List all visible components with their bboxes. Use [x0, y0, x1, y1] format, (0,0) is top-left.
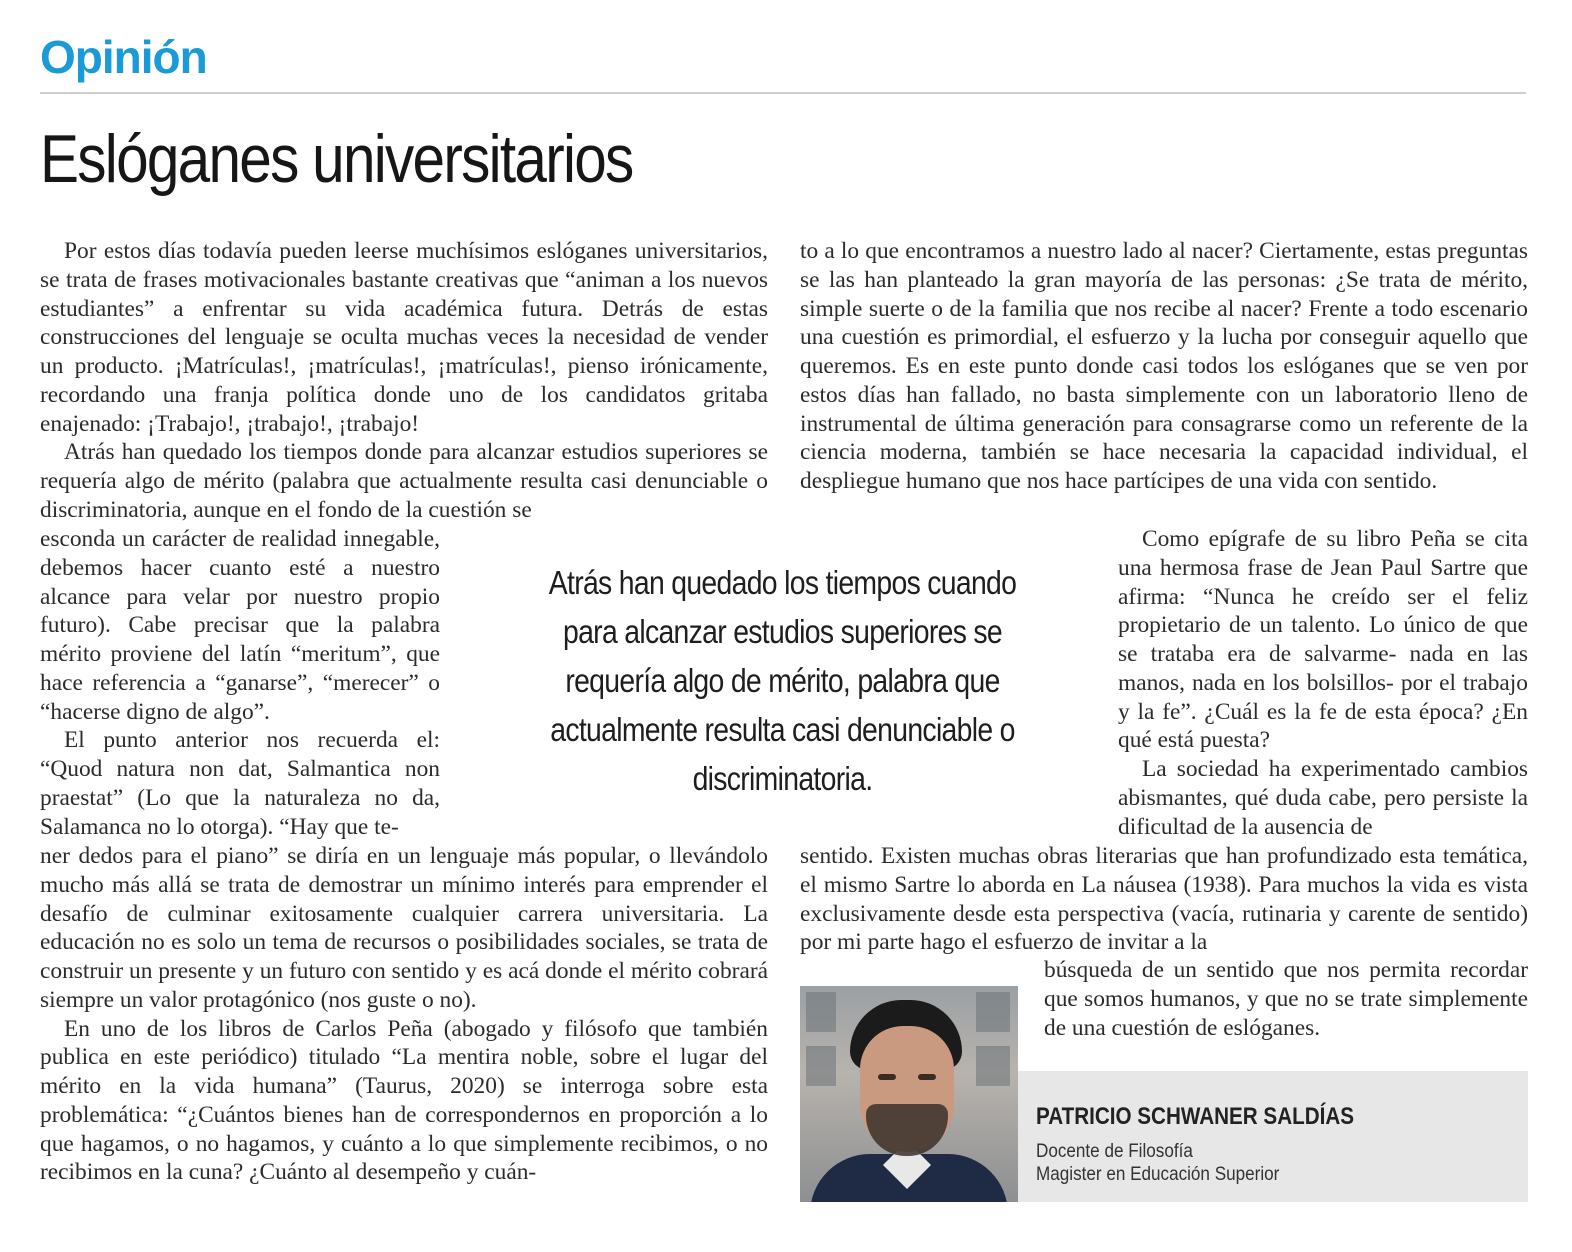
paragraph: En uno de los libros de Carlos Peña (abogado y filósofo que también publica en este periódico) titulado “La mentira noble, sobre el lugar del mérito en la vida humana” (Taurus, 2020) se interroga sobre esta problemática: “¿Cuántos bienes han de correspondernos en proporción a lo que hagamos, o no hagamos, y cuánto a lo que simplemente recibimos, o no recibimos en la cuna? ¿Cuánto al desempeño y cuán-: [40, 1015, 768, 1186]
article-headline: Eslóganes universitarios: [40, 121, 633, 197]
paragraph: Como epígrafe de su libro Peña se cita una hermosa frase de Jean Paul Sartre que afirma: “Nunca he creído ser el feliz propietario de un talento. Lo único de que se trataba era de salvarme- nada en las manos, nada en los bolsillos- por el trabajo y la fe”. ¿Cuál es la fe de esta época? ¿En qué está puesta?: [1118, 526, 1528, 754]
paragraph: sentido. Existen muchas obras literarias que han profundizado esta temática, el mismo Sartre lo aborda en La náusea (1938). Para muchos la vida es vista exclusivamente desde esta perspectiva (vacía, rutinaria y carente de sentido) por mi parte hago el esfuerzo de invitar a la: [800, 843, 1528, 956]
paragraph: búsqueda de un sentido que nos permita recordar que somos humanos, y que no se trate simplemente de una cuestión de eslóganes.: [1044, 957, 1528, 1041]
section-divider: [40, 92, 1526, 94]
author-photo: [800, 986, 1018, 1202]
author-box: [1018, 1071, 1528, 1202]
article-body-column-2-end: [1044, 956, 1528, 1056]
article-body-column-2-top: [800, 237, 1528, 527]
paragraph: to a lo que encontramos a nuestro lado al nacer? Ciertamente, estas preguntas se las han planteado la gran mayoría de las personas: ¿Se trata de mérito, simple suerte o de la familia que nos recibe al nacer? Frente a todo escenario una cuestión es primordial, el esfuerzo y la lucha por conseguir aquello que queremos. Es en este punto donde casi todos los eslóganes que se ven por estos días han fallado, no basta simplemente con un laboratorio lleno de instrumental de última generación para consagrarse como un referente de la ciencia moderna, también se hace necesaria la capacidad individual, el despliegue humano que nos hace partícipes de una vida con sentido.: [800, 238, 1528, 494]
paragraph: Atrás han quedado los tiempos donde para alcanzar estudios superiores se requería algo de mérito (palabra que actualmente resulta casi denunciable o discriminatoria, aunque en el fondo de la cuestión se: [40, 439, 768, 523]
section-title: Opinión: [40, 31, 207, 83]
author-credential: Magister en Educación Superior: [1036, 1164, 1280, 1185]
article-body-column-2-narrow: [1118, 525, 1528, 845]
pull-quote: Atrás han quedado los tiempos cuando para alcanzar estudios superiores se requería algo de mérito, palabra que actualmente resulta casi denunciable o discriminatoria.: [548, 564, 1017, 797]
paragraph: ner dedos para el piano” se diría en un lenguaje más popular, o llevándolo mucho más allá se trata de demostrar un mínimo interés para emprender el desafío de culminar exitosamente cualquier carrera universitaria. La educación no es solo un tema de recursos o posibilidades sociales, se trata de construir un presente y un futuro con sentido y es acá donde el mérito cobrará siempre un valor protagónico (nos guste o no).: [40, 843, 768, 1013]
article-body-column-2-mid: [800, 842, 1528, 962]
paragraph: Por estos días todavía pueden leerse muchísimos eslóganes universitarios, se trata de frases motivacionales bastante creativas que “animan a los nuevos estudiantes” a enfrentar su vida académica futura. Detrás de estas construcciones del lenguaje se oculta muchas veces la necesidad de vender un producto. ¡Matrículas!, ¡matrículas!, ¡matrículas!, pienso irónicamente, recordando una franja política donde uno de los candidatos gritaba enajenado: ¡Trabajo!, ¡trabajo!, ¡trabajo!: [40, 238, 768, 437]
paragraph: La sociedad ha experimentado cambios abismantes, qué duda cabe, pero persiste la dificultad de la ausencia de: [1118, 756, 1528, 840]
paragraph: El punto anterior nos recuerda el: “Quod natura non dat, Salmantica non praestat” (Lo que la naturaleza no da, Salamanca no lo otorga). “Hay que te-: [40, 727, 440, 840]
article-body-column-1-top: [40, 237, 768, 527]
author-name: PATRICIO SCHWANER SALDÍAS: [1036, 1103, 1355, 1130]
author-role: Docente de Filosofía: [1036, 1141, 1193, 1162]
article-body-column-1-narrow: [40, 525, 440, 845]
paragraph: esconda un carácter de realidad innegable, debemos hacer cuanto esté a nuestro alcance para velar por nuestro propio futuro). Cabe precisar que la palabra mérito proviene del latín “meritum”, que hace referencia a “ganarse”, “merecer” o “hacerse digno de algo”.: [40, 526, 440, 725]
article-body-column-1-bottom: [40, 842, 768, 1222]
